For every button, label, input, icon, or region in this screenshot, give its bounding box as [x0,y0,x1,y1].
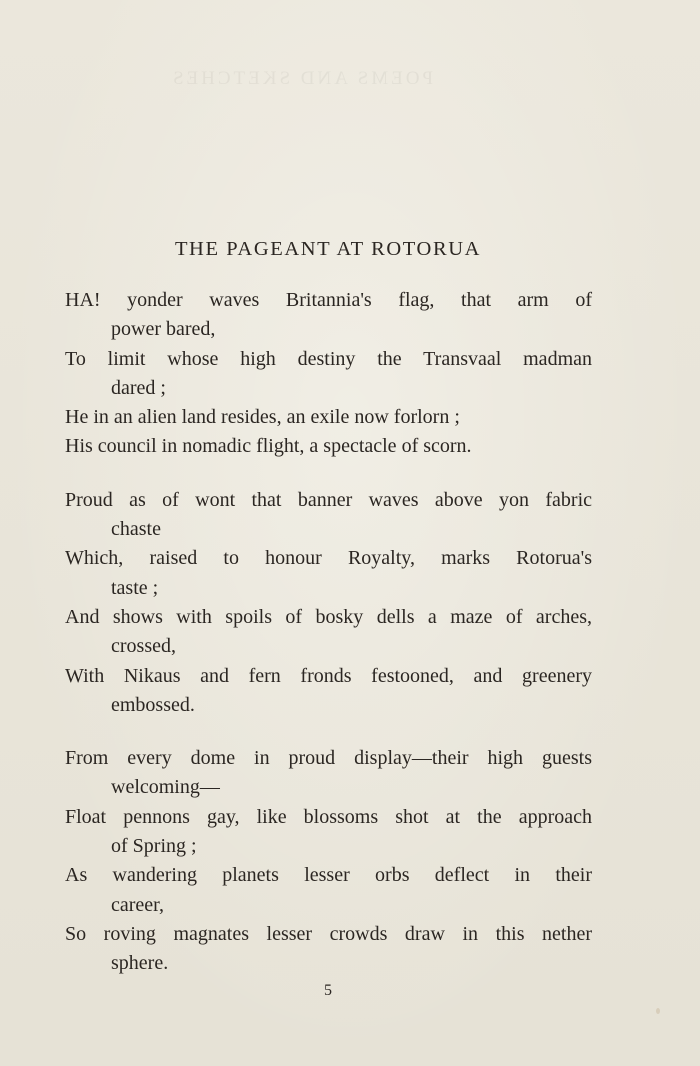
verse-line: To limit whose high destiny the Transvaal madman [65,347,592,370]
verse-continuation: power bared, [111,318,216,341]
verse-line: With Nikaus and fern fronds festooned, and greenery [65,664,592,687]
poem-title: THE PAGEANT AT ROTORUA [174,238,482,260]
verse-continuation: dared ; [111,376,166,399]
verse-line: His council in nomadic flight, a spectacle of scorn. [65,435,472,458]
verse-continuation: of Spring ; [111,835,197,858]
verse-continuation: welcoming— [111,776,220,799]
verse-continuation: crossed, [111,635,176,658]
verse-line: Which, raised to honour Royalty, marks Rotorua's [65,547,592,570]
page-number: 5 [324,982,332,999]
poem-body [65,286,592,1003]
verse-continuation: taste ; [111,576,159,599]
verse-line: Proud as of wont that banner waves above yon fabric [65,488,592,511]
verse-line: Float pennons gay, like blossoms shot at the approach [65,805,592,828]
verse-continuation: embossed. [111,693,195,716]
verse-line: So roving magnates lesser crowds draw in this nether [65,922,592,945]
bleed-through-text: POEMS AND SKETCHES [170,68,434,89]
verse-continuation: sphere. [111,952,169,975]
verse-line: HA! yonder waves Britannia's flag, that arm of [65,289,592,311]
verse-continuation: chaste [111,518,161,541]
verse-continuation: career, [111,893,165,916]
stanza-3 [65,744,592,978]
paper-speck [656,1008,660,1014]
stanza-1 [65,286,592,462]
verse-line: He in an alien land resides, an exile now forlorn ; [65,406,460,429]
verse-line: As wandering planets lesser orbs deflect in their [65,864,592,887]
verse-line: And shows with spoils of bosky dells a maze of arches, [65,605,592,628]
verse-line: From every dome in proud display—their high guests [65,747,592,770]
stanza-2 [65,486,592,720]
